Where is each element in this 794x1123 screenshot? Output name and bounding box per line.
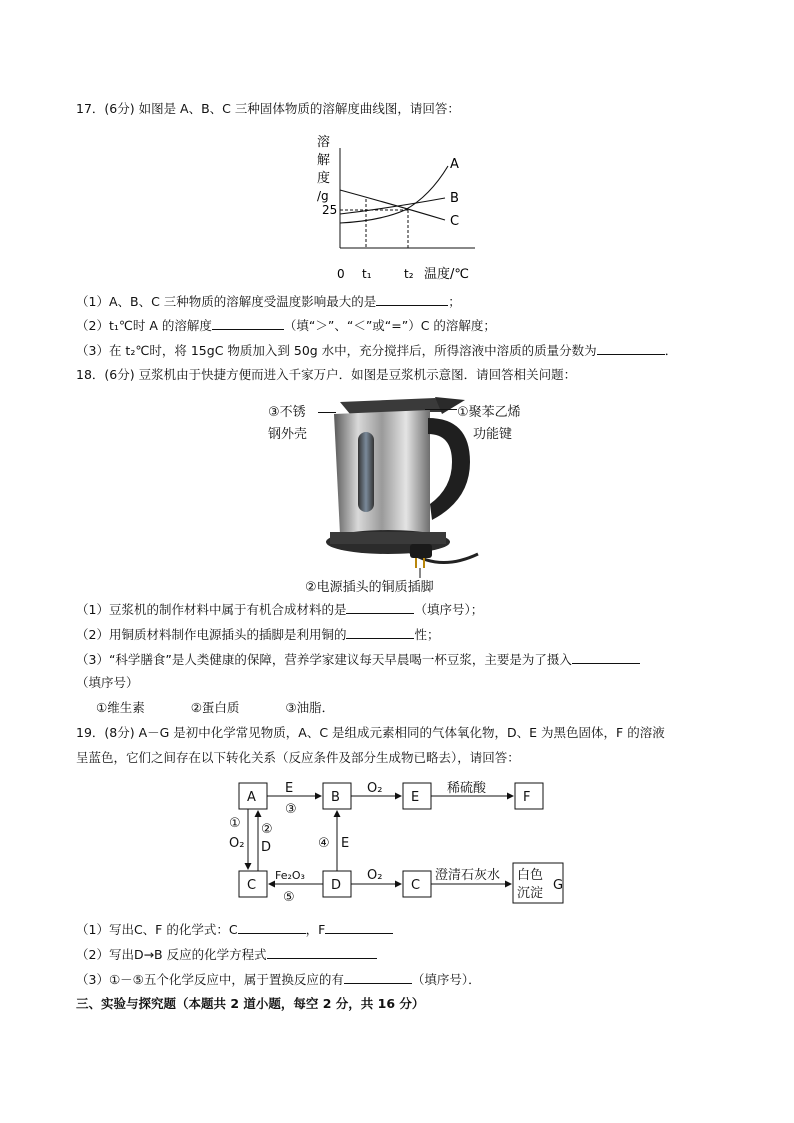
svg-text:A: A (247, 790, 256, 805)
answer-blank[interactable] (344, 970, 412, 984)
q17-part2: （2）t₁℃时 A 的溶解度 （填“＞”、“＜”或“=”）C 的溶解度； (76, 318, 496, 333)
svg-text:C: C (411, 878, 421, 893)
q19-stem-1: 19．(8分) A－G 是初中化学常见物质，A、C 是组成元素相同的气体氧化物，D、E 为黑色固体，F 的溶液 (76, 725, 665, 740)
answer-blank[interactable] (325, 920, 393, 934)
label-copper-pins: ②电源插头的铜质插脚 (305, 580, 434, 595)
q18-stem: 18．(6分) 豆浆机由于快捷方便而进入千家万户．如图是豆浆机示意图．请回答相关问题： (76, 367, 577, 382)
svg-text:O₂: O₂ (229, 836, 245, 851)
leader-line (318, 412, 336, 413)
svg-text:Fe₂O₃: Fe₂O₃ (275, 869, 305, 882)
svg-text:②: ② (261, 822, 273, 837)
svg-text:⑤: ⑤ (283, 890, 295, 905)
svg-text:E: E (341, 836, 350, 851)
q19-part3: （3）①－⑤五个化学反应中，属于置换反应的有 （填序号）． (76, 972, 481, 987)
ylabel-3: 度 (317, 171, 331, 186)
solubility-chart (300, 128, 500, 288)
option-1: ①维生素 (96, 700, 145, 715)
y-tick-25: 25 (322, 203, 338, 217)
answer-blank[interactable] (346, 625, 414, 639)
q18-part3: （3）“科学膳食”是人类健康的保障，营养学家建议每天早晨喝一杯豆浆，主要是为了摄入 (76, 650, 640, 669)
label-C: C (450, 214, 460, 229)
svg-text:O₂: O₂ (367, 868, 383, 883)
q17-part3: （3）在 t₂℃时，将 15gC 物质加入到 50g 水中，充分搅拌后，所得溶液中溶质的质量分数为 ． (76, 343, 678, 358)
tick-t1: t₁ (362, 267, 372, 281)
answer-blank[interactable] (376, 292, 448, 306)
q17-stem: 17．(6分) 如图是 A、B、C 三种固体物质的溶解度曲线图，请回答： (76, 101, 460, 116)
q18-part2: （2）用铜质材料制作电源插头的插脚是利用铜的 性； (76, 627, 440, 642)
svg-text:稀硫酸: 稀硫酸 (447, 781, 487, 796)
q18-part1: （1）豆浆机的制作材料中属于有机合成材料的是 （填序号）； (76, 602, 484, 617)
q18-part3-cont: （填序号） (76, 675, 139, 690)
svg-text:D: D (261, 840, 272, 855)
curve-C (340, 190, 445, 220)
svg-text:沉淀: 沉淀 (517, 886, 544, 901)
label-steel-shell: ③不锈 钢外壳 (268, 405, 308, 442)
svg-text:E: E (411, 790, 420, 805)
q19-stem-2: 呈蓝色，它们之间存在以下转化关系（反应条件及部分生成物已略去），请回答： (76, 750, 520, 765)
label-function-key: ①聚苯乙烯 功能键 (457, 405, 521, 442)
svg-text:O₂: O₂ (367, 781, 383, 796)
xlabel: 温度/℃ (424, 267, 469, 282)
q19-part2: （2）写出D→B 反应的化学方程式 (76, 945, 377, 964)
answer-blank[interactable] (238, 920, 306, 934)
svg-text:G: G (553, 878, 564, 893)
option-3: ③油脂． (285, 700, 335, 715)
answer-blank[interactable] (212, 316, 284, 330)
answer-blank[interactable] (597, 341, 665, 355)
curve-B (340, 198, 445, 214)
ylabel-1: 溶 (317, 135, 331, 150)
section-3-heading: 三、实验与探究题（本题共 2 道小题，每空 2 分，共 16 分） (76, 996, 425, 1011)
conversion-diagram (225, 775, 585, 910)
svg-text:C: C (247, 878, 257, 893)
ylabel-2: 解 (317, 153, 331, 168)
label-A: A (450, 157, 459, 172)
svg-text:D: D (331, 878, 342, 893)
svg-text:澄清石灰水: 澄清石灰水 (435, 868, 501, 883)
svg-text:F: F (523, 790, 531, 805)
origin: 0 (337, 267, 345, 281)
answer-blank[interactable] (267, 945, 377, 959)
svg-text:④: ④ (318, 836, 330, 851)
svg-text:白色: 白色 (517, 868, 544, 883)
svg-text:E: E (285, 781, 294, 796)
label-B: B (450, 191, 459, 206)
q18-options (96, 699, 334, 717)
ylabel-4: /g (317, 189, 329, 203)
option-2: ②蛋白质 (190, 700, 240, 715)
tick-t2: t₂ (404, 267, 414, 281)
q19-part1: （1）写出C、F 的化学式：C ，F (76, 920, 393, 939)
leader-line (425, 409, 457, 410)
svg-text:①: ① (229, 816, 241, 831)
answer-blank[interactable] (572, 650, 640, 664)
svg-text:B: B (331, 790, 340, 805)
answer-blank[interactable] (346, 600, 414, 614)
q17-part1: （1）A、B、C 三种物质的溶解度受温度影响最大的是 ； (76, 294, 461, 309)
svg-text:③: ③ (285, 802, 297, 817)
